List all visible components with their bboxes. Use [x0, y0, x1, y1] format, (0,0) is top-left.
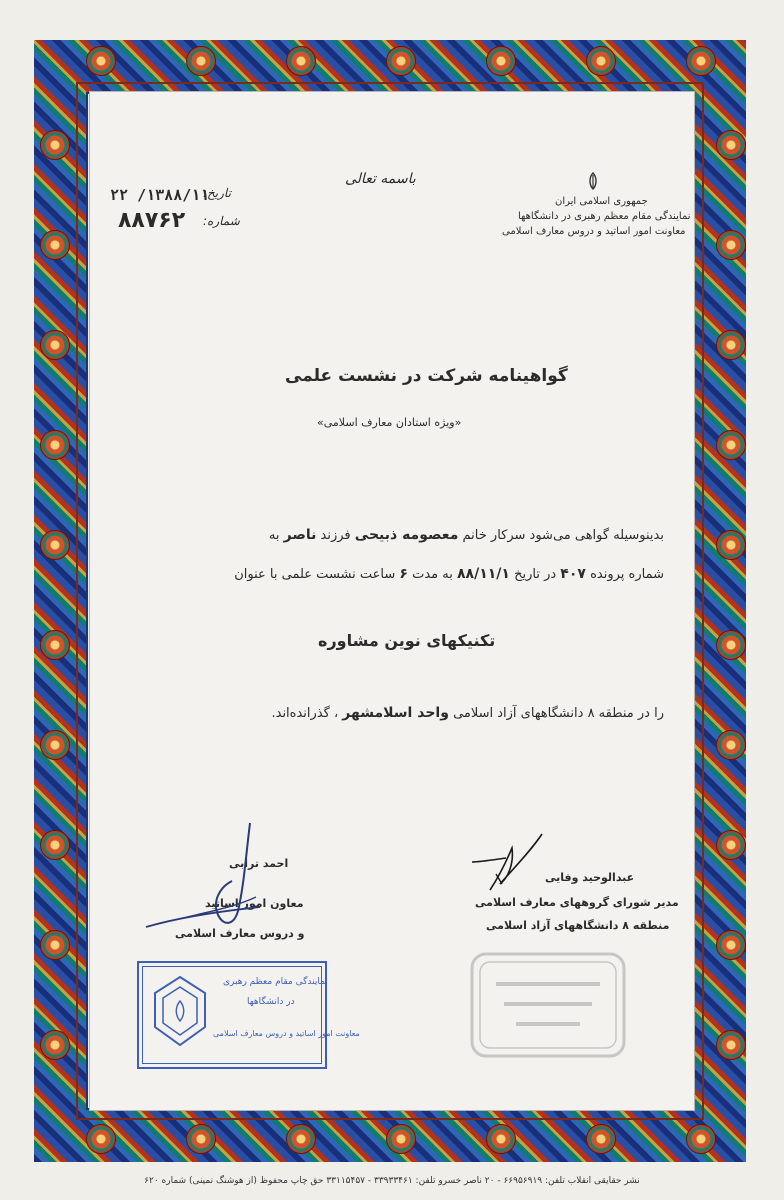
date-value: ۱۳۸۸/۱۱/ ۲۲ — [110, 186, 210, 204]
certificate-title: گواهینامه شرکت در نشست علمی — [285, 366, 568, 386]
border-medallion — [86, 46, 116, 76]
border-medallion — [286, 46, 316, 76]
border-medallion — [186, 46, 216, 76]
official-stamp — [137, 961, 360, 1069]
session-title: تکنیکهای نوین مشاوره — [318, 631, 496, 650]
border-medallion — [40, 230, 70, 260]
border-medallion — [716, 730, 746, 760]
iran-emblem-icon — [584, 171, 602, 191]
border-medallion — [716, 130, 746, 160]
border-medallion — [716, 430, 746, 460]
stamp-line-2: در دانشگاهها — [247, 997, 295, 1007]
hours: ۶ — [399, 566, 408, 582]
border-medallion — [716, 1030, 746, 1060]
body-line-2-prefix: شماره پرونده — [590, 567, 664, 582]
right-signer-name: عبدالوحید وفایی — [545, 871, 635, 884]
stamp-line-3: معاونت امور اساتید و دروس معارف اسلامی — [213, 1029, 360, 1038]
border-medallion — [716, 330, 746, 360]
border-medallion — [716, 930, 746, 960]
body-line-2-date-label: در تاریخ — [514, 567, 557, 582]
border-medallion — [586, 1124, 616, 1154]
border-medallion — [686, 46, 716, 76]
border-medallion — [186, 1124, 216, 1154]
stamp-line-1: نمایندگی مقام معظم رهبری — [223, 977, 328, 987]
person-name: معصومه ذبیحی — [354, 527, 459, 543]
body-line-2-suffix: ساعت نشست علمی با عنوان — [234, 567, 396, 582]
left-signature — [140, 815, 280, 945]
border-medallion — [286, 1124, 316, 1154]
body-line-1-prefix: بدینوسیله گواهی می‌شود سرکار خانم — [462, 528, 664, 543]
printer-footer: نشر حقایقی انقلاب تلفن: ۶۶۹۵۶۹۱۹ - ۲۰ ناصر خسرو تلفن: ۳۳۹۳۳۴۶۱ - ۳۳۱۱۵۴۵۷ حق چاپ محفوظ (از هوشنگ نمینی) شماره ۶۲۰ — [144, 1176, 640, 1186]
body-line-2-mid: به مدت — [412, 567, 453, 582]
border-medallion — [686, 1124, 716, 1154]
stamp-emblem-icon — [151, 975, 209, 1047]
border-medallion — [40, 1030, 70, 1060]
border-medallion — [40, 730, 70, 760]
body-line-2 — [234, 566, 664, 582]
left-signer-title-2: و دروس معارف اسلامی — [175, 927, 305, 940]
border-medallion — [486, 1124, 516, 1154]
father-name: ناصر — [283, 527, 317, 543]
right-signer-title-1: مدیر شورای گروههای معارف اسلامی — [475, 896, 679, 909]
left-signer-name: احمد ترابی — [229, 857, 289, 870]
org-line-1: جمهوری اسلامی ایران — [555, 196, 648, 207]
border-medallion — [716, 230, 746, 260]
org-line-3: معاونت امور اساتید و دروس معارف اسلامی — [502, 226, 686, 237]
body-line-3-suffix: ، گذرانده‌اند. — [271, 706, 339, 721]
file-number: ۴۰۷ — [560, 566, 586, 582]
border-medallion — [40, 930, 70, 960]
right-signer-title-2: منطقه ۸ دانشگاههای آزاد اسلامی — [486, 919, 670, 932]
unit-name: واحد اسلامشهر — [342, 705, 449, 721]
border-medallion — [716, 830, 746, 860]
number-value: ۸۸۷۶۲ — [118, 208, 186, 233]
body-line-3-prefix: را در منطقه ۸ دانشگاههای آزاد اسلامی — [453, 706, 664, 721]
border-medallion — [86, 1124, 116, 1154]
org-line-2: نمایندگی مقام معظم رهبری در دانشگاهها — [518, 211, 691, 222]
border-medallion — [40, 330, 70, 360]
border-medallion — [586, 46, 616, 76]
border-medallion — [716, 630, 746, 660]
border-medallion — [40, 430, 70, 460]
border-medallion — [40, 130, 70, 160]
border-medallion — [40, 630, 70, 660]
session-date: ۸۸/۱۱/۱ — [456, 566, 510, 582]
body-line-3 — [271, 705, 664, 721]
border-medallion — [716, 530, 746, 560]
faded-stamp — [468, 950, 628, 1060]
number-label: شماره: — [203, 214, 240, 228]
body-line-1-mid: فرزند — [320, 528, 351, 543]
right-signature — [450, 828, 550, 908]
border-medallion — [486, 46, 516, 76]
border-medallion — [40, 830, 70, 860]
left-signer-title-1: معاون امور اساتید — [205, 897, 304, 910]
border-medallion — [386, 1124, 416, 1154]
body-line-1 — [269, 527, 664, 543]
border-medallion — [40, 530, 70, 560]
certificate-subtitle: «ویژه استادان معارف اسلامی» — [317, 416, 462, 429]
border-medallion — [386, 46, 416, 76]
date-label: تاریخ: — [203, 186, 231, 200]
invocation-text: باسمه تعالی — [345, 171, 416, 187]
body-line-1-suffix: به — [268, 528, 280, 543]
